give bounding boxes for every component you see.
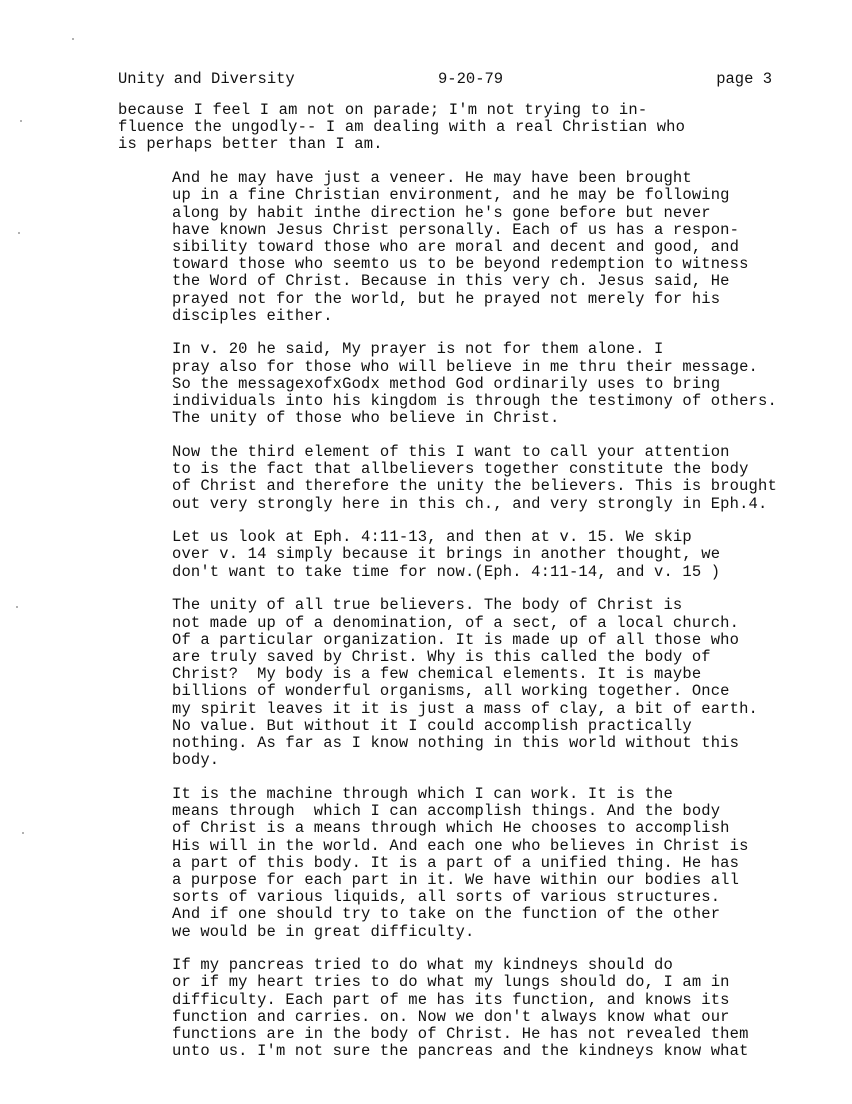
scan-speck (16, 606, 18, 608)
text-line: sorts of various liquids, all sorts of various structures. (172, 888, 721, 907)
header-page-number: page 3 (716, 70, 772, 88)
text-line: It is the machine through which I can work. It is the (172, 784, 673, 803)
paragraph (118, 444, 790, 513)
text-line: body. (172, 751, 220, 770)
scan-speck (72, 38, 74, 40)
text-line: to is the fact that allbelievers together constitute the body (172, 460, 749, 479)
text-line: individuals into his kingdom is through the testimony of others. (172, 392, 777, 411)
paragraph (118, 529, 790, 581)
text-line: Christ? My body is a few chemical elements. It is maybe (172, 665, 702, 684)
text-line: we would be in great difficulty. (172, 922, 475, 941)
text-line: over v. 14 simply because it brings in another thought, we (172, 545, 721, 564)
scan-speck (18, 232, 20, 234)
text-line: my spirit leaves it it is just a mass of clay, a bit of earth. (172, 699, 758, 718)
text-line: The unity of all true believers. The body of Christ is (172, 596, 683, 615)
paragraph (118, 786, 790, 941)
text-line: In v. 20 he said, My prayer is not for them alone. I (172, 340, 664, 359)
text-line: have known Jesus Christ personally. Each of us has a respon- (172, 220, 740, 239)
text-line: toward those who seemto us to be beyond redemption to witness (172, 255, 749, 274)
text-line: functions are in the body of Christ. He has not revealed them (172, 1025, 749, 1044)
text-line: So the messagexofxGodx method God ordinarily uses to bring (172, 374, 721, 393)
text-line: nothing. As far as I know nothing in this world without this (172, 734, 740, 752)
text-line: means through which I can accomplish things. And the body (172, 802, 721, 821)
text-line: disciples either. (172, 306, 333, 325)
text-line: If my pancreas tried to do what my kindneys should do (172, 956, 673, 975)
scan-speck (20, 120, 22, 122)
paragraph (118, 102, 790, 154)
paragraph (118, 341, 790, 427)
text-line: difficulty. Each part of me has its function, and knows its (172, 990, 730, 1009)
header-title: Unity and Diversity (118, 70, 295, 88)
text-line: No value. But without it I could accomplish practically (172, 716, 692, 735)
text-line: up in a fine Christian environment, and he may be following (172, 186, 730, 205)
text-line: are truly saved by Christ. Why is this called the body of (172, 647, 711, 666)
text-line: or if my heart tries to do what my lungs should do, I am in (172, 973, 730, 992)
text-line: pray also for those who will believe in me thru their message. (172, 357, 758, 376)
text-line: fluence the ungodly-- I am dealing with a real Christian who (118, 118, 686, 137)
text-line: And if one should try to take on the function of the other (172, 905, 721, 924)
text-line: of Christ is a means through which He chooses to accomplish (172, 819, 730, 838)
text-line: Of a particular organization. It is made up of all those who (172, 630, 740, 649)
document-body (118, 102, 790, 1077)
text-line: The unity of those who believe in Christ. (172, 409, 560, 428)
paragraph (118, 170, 790, 325)
text-line: don't want to take time for now.(Eph. 4:11-14, and v. 15 ) (172, 562, 721, 581)
text-line: sibility toward those who are moral and decent and good, and (172, 237, 740, 256)
text-line: Let us look at Eph. 4:11-13, and then at v. 15. We skip (172, 528, 692, 547)
text-line: billions of wonderful organisms, all working together. Once (172, 682, 730, 701)
scan-speck (22, 832, 24, 834)
text-line: unto us. I'm not sure the pancreas and the kindneys know what (172, 1042, 749, 1061)
text-line: And he may have just a veneer. He may have been brought (172, 169, 692, 188)
paragraph (118, 957, 790, 1060)
text-line: along by habit inthe direction he's gone before but never (172, 203, 711, 222)
text-line: prayed not for the world, but he prayed not merely for his (172, 289, 721, 308)
text-line: function and carries. on. Now we don't always know what our (172, 1007, 730, 1026)
paragraph (118, 597, 790, 769)
text-line: is perhaps better than I am. (118, 135, 383, 154)
text-line: a purpose for each part in it. We have within our bodies all (172, 870, 740, 889)
text-line: His will in the world. And each one who believes in Christ is (172, 836, 749, 855)
text-line: the Word of Christ. Because in this very ch. Jesus said, He (172, 272, 730, 291)
text-line: Now the third element of this I want to call your attention (172, 442, 730, 461)
text-line: a part of this body. It is a part of a unified thing. He has (172, 853, 740, 872)
page-header (118, 69, 772, 89)
text-line: of Christ and therefore the unity the believers. This is brought (172, 477, 777, 496)
text-line: out very strongly here in this ch., and very strongly in Eph.4. (172, 494, 768, 513)
text-line: not made up of a denomination, of a sect, of a local church. (172, 613, 740, 632)
header-date: 9-20-79 (438, 70, 504, 88)
text-line: because I feel I am not on parade; I'm not trying to in- (118, 101, 648, 119)
